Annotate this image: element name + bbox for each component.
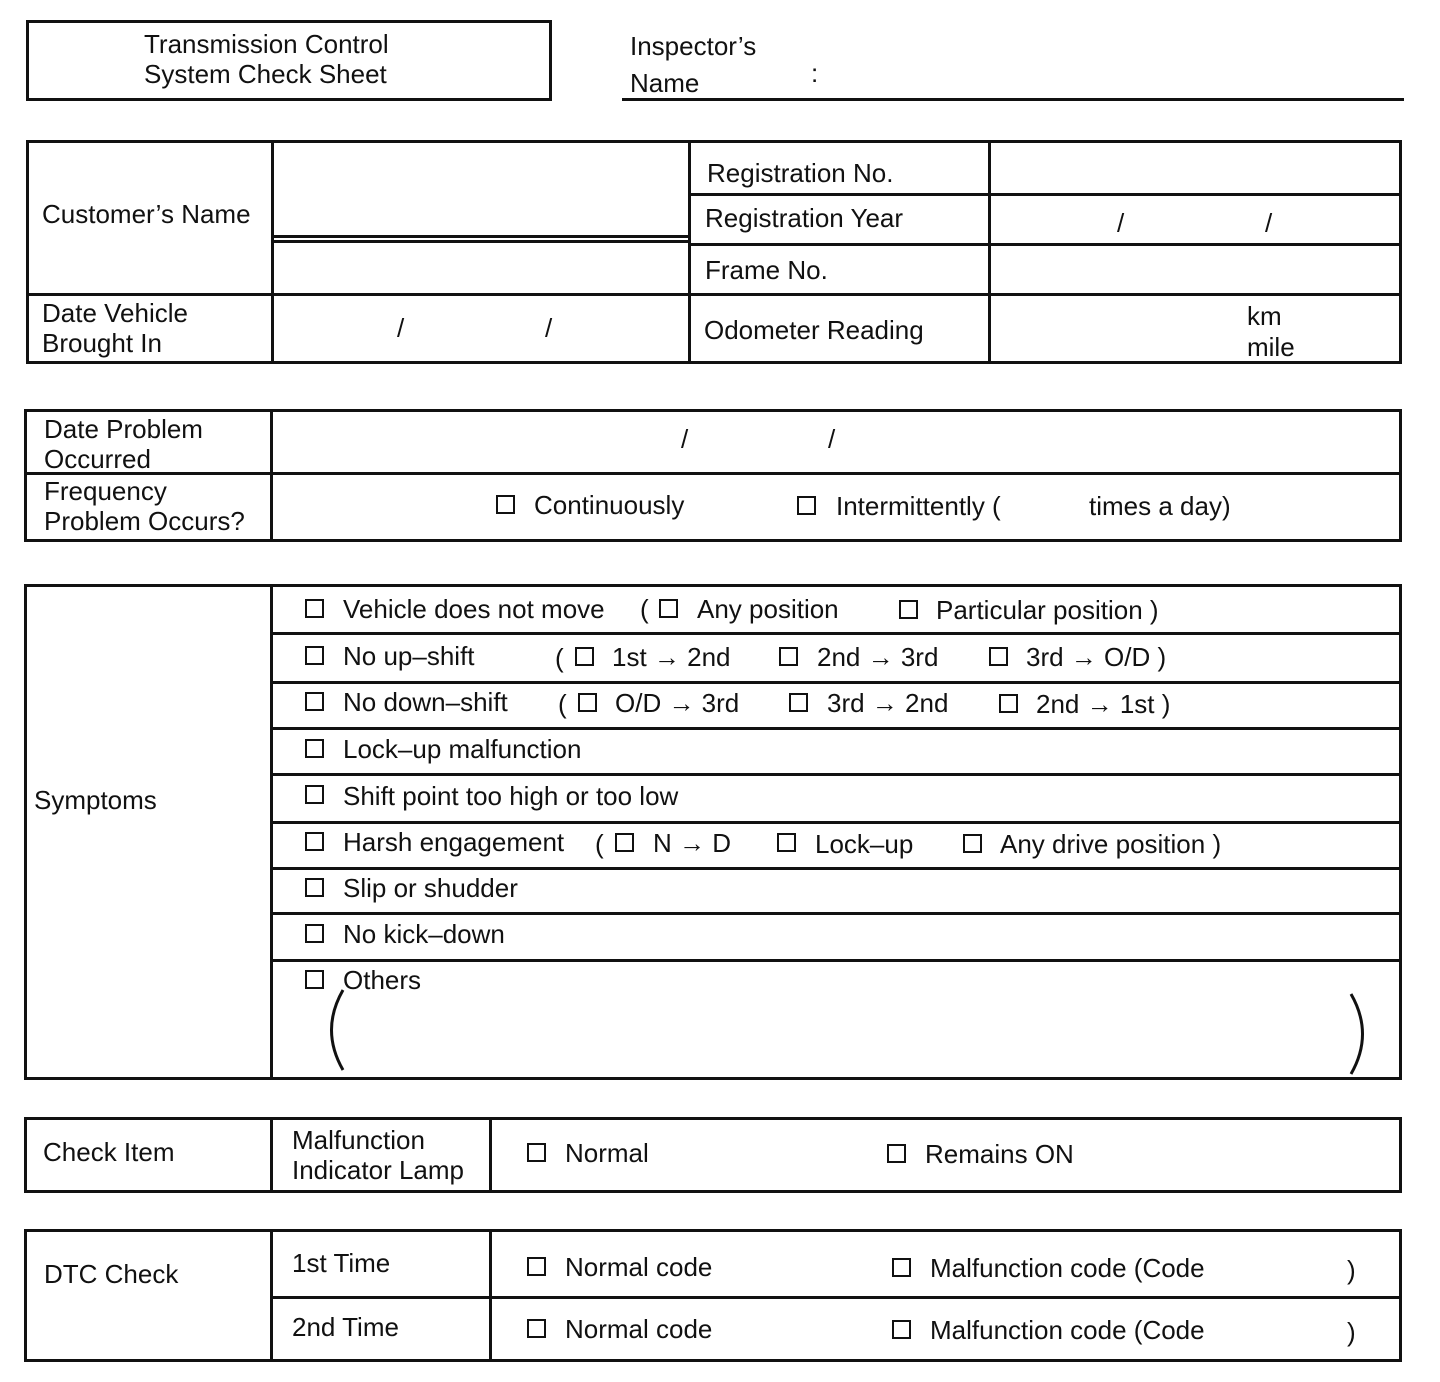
harsh-any-drive-checkbox[interactable] bbox=[963, 834, 982, 853]
odometer-label: Odometer Reading bbox=[704, 315, 924, 345]
registration-year-label: Registration Year bbox=[705, 203, 904, 233]
odometer-unit-mile: mile bbox=[1247, 332, 1295, 362]
registration-no-label: Registration No. bbox=[707, 158, 894, 188]
dtc-first-malfunction-checkbox[interactable] bbox=[892, 1258, 911, 1277]
customer-name-label: Customer’s Name bbox=[42, 199, 251, 229]
no-down-shift-checkbox[interactable] bbox=[305, 692, 324, 711]
sheet-title-line1: Transmission Control bbox=[144, 29, 389, 59]
particular-position-label: Particular position ) bbox=[936, 595, 1159, 625]
frequency-label-line1: Frequency bbox=[44, 476, 167, 506]
dtc-first-time-label: 1st Time bbox=[292, 1248, 391, 1278]
odometer-unit-km: km bbox=[1247, 301, 1282, 331]
dtc-first-malfunction-label: Malfunction code (Code bbox=[930, 1253, 1205, 1283]
others-paren-right bbox=[1346, 992, 1376, 1078]
paren-open: ( bbox=[640, 594, 649, 624]
inspector-label-line1: Inspector’s bbox=[630, 31, 757, 61]
upshift-3rd-od-checkbox[interactable] bbox=[989, 647, 1008, 666]
registration-year-slash-1: / bbox=[1117, 208, 1125, 238]
times-a-day-label: times a day) bbox=[1089, 491, 1231, 521]
harsh-lock-up-label: Lock–up bbox=[815, 829, 914, 859]
lock-up-malfunction-checkbox[interactable] bbox=[305, 739, 324, 758]
upshift-3rd-od-label: 3rd → O/D ) bbox=[1026, 642, 1167, 672]
dtc-second-time-label: 2nd Time bbox=[292, 1312, 399, 1342]
no-kick-down-checkbox[interactable] bbox=[305, 924, 324, 943]
upshift-1st-2nd-checkbox[interactable] bbox=[575, 647, 594, 666]
inspector-label-line2: Name bbox=[630, 68, 700, 98]
others-label: Others bbox=[343, 965, 422, 995]
any-position-label: Any position bbox=[697, 594, 839, 624]
registration-no-field[interactable] bbox=[993, 146, 1397, 190]
date-problem-slash-2: / bbox=[828, 424, 836, 454]
mil-label-line2: Indicator Lamp bbox=[292, 1155, 464, 1185]
harsh-n-d-checkbox[interactable] bbox=[615, 833, 634, 852]
downshift-2nd-1st-checkbox[interactable] bbox=[999, 694, 1018, 713]
mil-normal-label: Normal bbox=[565, 1138, 649, 1168]
date-in-slash-1: / bbox=[397, 313, 405, 343]
date-in-slash-2: / bbox=[545, 313, 553, 343]
shift-point-checkbox[interactable] bbox=[305, 785, 324, 804]
paren-open: ( bbox=[558, 689, 567, 719]
customer-name-field[interactable] bbox=[276, 146, 684, 232]
mil-remains-on-label: Remains ON bbox=[925, 1139, 1074, 1169]
dtc-second-malfunction-checkbox[interactable] bbox=[892, 1320, 911, 1339]
dtc-second-normal-checkbox[interactable] bbox=[527, 1319, 546, 1338]
dtc-check-label: DTC Check bbox=[44, 1259, 179, 1289]
dtc-second-normal-label: Normal code bbox=[565, 1314, 713, 1344]
date-problem-label-line1: Date Problem bbox=[44, 414, 203, 444]
paren-open: ( bbox=[555, 643, 564, 673]
intermittently-label: Intermittently ( bbox=[836, 491, 1001, 521]
downshift-3rd-2nd-label: 3rd → 2nd bbox=[827, 688, 949, 718]
date-problem-slash-1: / bbox=[681, 424, 689, 454]
harsh-any-drive-label: Any drive position ) bbox=[1000, 829, 1222, 859]
continuously-checkbox[interactable] bbox=[496, 495, 515, 514]
upshift-1st-2nd-label: 1st → 2nd bbox=[612, 642, 731, 672]
shift-point-label: Shift point too high or too low bbox=[343, 781, 679, 811]
vehicle-does-not-move-label: Vehicle does not move bbox=[343, 594, 605, 624]
frame-no-field[interactable] bbox=[993, 248, 1397, 290]
slip-shudder-checkbox[interactable] bbox=[305, 878, 324, 897]
downshift-2nd-1st-label: 2nd → 1st ) bbox=[1036, 689, 1171, 719]
date-problem-label-line2: Occurred bbox=[44, 444, 151, 474]
lock-up-malfunction-label: Lock–up malfunction bbox=[343, 734, 582, 764]
paren-open: ( bbox=[595, 829, 604, 859]
others-detail-field[interactable] bbox=[340, 995, 1350, 1070]
slip-shudder-label: Slip or shudder bbox=[343, 873, 518, 903]
others-checkbox[interactable] bbox=[305, 970, 324, 989]
mil-label-line1: Malfunction bbox=[292, 1125, 425, 1155]
any-position-checkbox[interactable] bbox=[659, 599, 678, 618]
continuously-label: Continuously bbox=[534, 490, 685, 520]
check-item-label: Check Item bbox=[43, 1137, 175, 1167]
harsh-engagement-label: Harsh engagement bbox=[343, 827, 565, 857]
frequency-label-line2: Problem Occurs? bbox=[44, 506, 245, 536]
vehicle-does-not-move-checkbox[interactable] bbox=[305, 599, 324, 618]
dtc-first-normal-checkbox[interactable] bbox=[527, 1257, 546, 1276]
particular-position-checkbox[interactable] bbox=[899, 600, 918, 619]
harsh-engagement-checkbox[interactable] bbox=[305, 832, 324, 851]
downshift-od-3rd-label: O/D → 3rd bbox=[615, 688, 740, 718]
date-in-label-line1: Date Vehicle bbox=[42, 298, 188, 328]
upshift-2nd-3rd-checkbox[interactable] bbox=[779, 647, 798, 666]
harsh-lock-up-checkbox[interactable] bbox=[777, 833, 796, 852]
mil-remains-on-checkbox[interactable] bbox=[887, 1144, 906, 1163]
inspector-colon: : bbox=[811, 58, 819, 88]
symptoms-label: Symptoms bbox=[34, 785, 157, 815]
dtc-second-malfunction-label: Malfunction code (Code bbox=[930, 1315, 1205, 1345]
dtc-second-code-field[interactable] bbox=[1232, 1314, 1342, 1346]
dtc-first-close-paren: ) bbox=[1347, 1255, 1356, 1285]
check-item-table bbox=[24, 1117, 1402, 1193]
others-paren-left bbox=[318, 988, 348, 1074]
customer-name-field-2[interactable] bbox=[276, 246, 684, 290]
dtc-first-code-field[interactable] bbox=[1232, 1252, 1342, 1284]
mil-normal-checkbox[interactable] bbox=[527, 1143, 546, 1162]
no-down-shift-label: No down–shift bbox=[343, 687, 508, 717]
sheet-title-line2: System Check Sheet bbox=[144, 59, 387, 89]
no-kick-down-label: No kick–down bbox=[343, 919, 505, 949]
no-up-shift-checkbox[interactable] bbox=[305, 646, 324, 665]
no-up-shift-label: No up–shift bbox=[343, 641, 475, 671]
intermittently-checkbox[interactable] bbox=[797, 496, 816, 515]
registration-year-slash-2: / bbox=[1265, 208, 1273, 238]
harsh-n-d-label: N → D bbox=[653, 828, 731, 858]
inspector-name-field[interactable] bbox=[622, 98, 1404, 101]
frame-no-label: Frame No. bbox=[705, 255, 828, 285]
date-in-label-line2: Brought In bbox=[42, 328, 162, 358]
downshift-3rd-2nd-checkbox[interactable] bbox=[789, 693, 808, 712]
dtc-second-close-paren: ) bbox=[1347, 1317, 1356, 1347]
dtc-first-normal-label: Normal code bbox=[565, 1252, 713, 1282]
upshift-2nd-3rd-label: 2nd → 3rd bbox=[817, 642, 939, 672]
downshift-od-3rd-checkbox[interactable] bbox=[578, 693, 597, 712]
